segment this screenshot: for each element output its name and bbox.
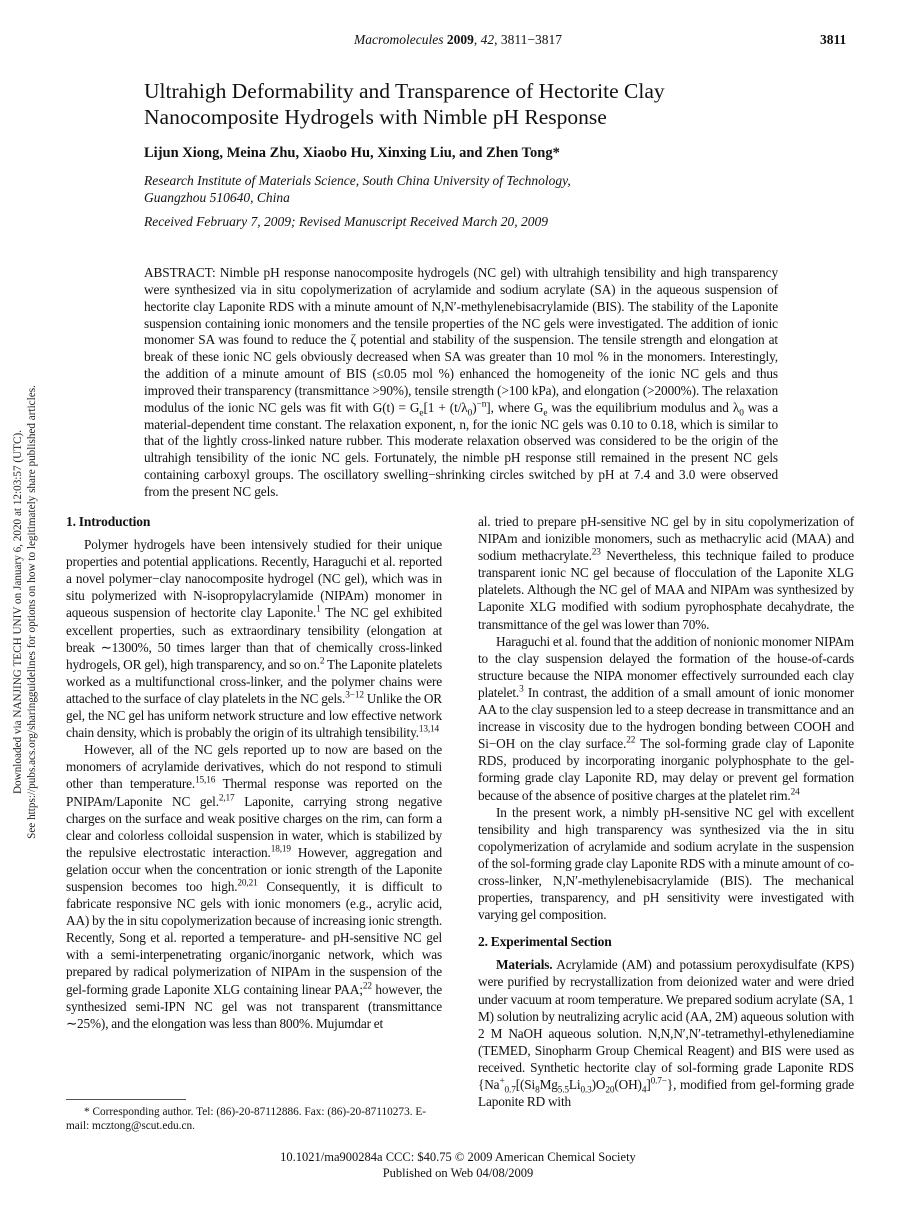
superscript: 24 [790,787,800,798]
download-notice-line: See https://pubs.acs.org/sharingguidelines for options on how to legitimately share published articles. [26,385,38,839]
subscript: 0.7 [504,1085,516,1096]
subscript: 0 [739,408,744,419]
affiliation [144,172,571,206]
paragraph: Haraguchi et al. found that the addition of nonionic monomer NIPAm to the clay suspension delayed the formation of the house-of-cards structure because the NIPA monomer effectively surrounded each clay platelet.$^3$ In contrast, the addition of a small amount of ionic monomer AA to the clay suspension led to a steep decrease in transmittance and an increase in viscosity due to the hydrogen bonding between COOH and Si−OH on the clay surface.$^{22}$ The sol-forming grade clay of Laponite RDS, produced by incorporating inorganic polyphosphate to the gel-forming grade clay Laponite RD, may delay or prevent gel formation because of the absence of positive charges at the platelet rim.$^{24}$ [478,633,854,803]
runin-heading: Materials. [496,957,553,973]
journal-volume: 42 [480,32,495,47]
subscript: 0.3 [580,1085,592,1096]
journal-year: 2009 [446,32,474,47]
paragraph: Polymer hydrogels have been intensively studied for their unique properties and potential applications. Recently, Haraguchi et al. reported a novel polymer−clay nanocomposite hydrogel (NC gel), which was in situ polymerized with N-isopropylacrylamide (NIPAm) monomer in aqueous suspension of hectorite clay Laponite.$^1$ The NC gel exhibited excellent properties, such as extraordinary tensibility (elongation at break ∼1300%, 50 times larger than that of chemically cross-linked hydrogels, OR gel), high transparency, and so on.$^2$ The Laponite platelets worked as a multifunctional cross-linker, and the polymer chains were attached to the surface of clay platelets in the NC gels.$^{3-12}$ Unlike the OR gel, the NC gel has uniform network structure and low effective network chain density, which is probably the origin of its ultrahigh tensibility.$^{13,14}$ [66,537,442,741]
paragraph [478,956,854,1110]
superscript: 3−12 [345,690,364,701]
superscript: 23 [591,547,601,558]
superscript: 20,21 [237,878,258,889]
received-dates: Received February 7, 2009; Revised Manuscript Received March 20, 2009 [144,214,548,229]
subscript: 5.5 [557,1085,569,1096]
right-column [478,513,854,1110]
superscript: −n [476,399,487,410]
superscript: + [499,1076,505,1087]
superscript: 2,17 [218,793,235,804]
abstract: ABSTRACT: Nimble pH response nanocomposite hydrogels (NC gel) with ultrahigh tensibility and high transparency were synthesized via in situ copolymerization of acrylamide and sodium acrylate (SA) in the aqueous suspension of hectorite clay Laponite RDS with a minute amount of N,N′-methylenebisacrylamide (BIS). The stability of the Laponite suspension containing ionic monomers and the tensile properties of the NC gels were investigated. The addition of ionic monomer SA was found to reduce the ζ potential and stability of the suspension. The tensile strength and elongation at break of these ionic NC gels obviously decreased when SA was greater than 10 mol % in the monomers. Interestingly, the addition of a minute amount of BIS (≤0.05 mol %) enhanced the homogeneity of the ionic NC gels and thus improved their transparency (transmittance >90%), tensile strength (>100 kPa), and elongation (>2000%). The relaxation modulus of the ionic NC gels was fit with $G(t) = G_e[1 + (t/\lambda_0)^{-n}]$, where $G_e$ was the equilibrium modulus and $\lambda_0$ was a material-dependent time constant. The relaxation exponent, n, for the ionic NC gels was 0.10 to 0.18, which is similar to that of the lightly cross-linked nature rubber. This moderate relaxation observed was considered to be the origin of the ultrahigh tensibility of the ionic NC gels. Fortunately, the nimble pH response still remained in the present NC gels containing carboxyl groups. The oscillatory swelling−shrinking circles switched by pH at 7.4 and 3.0 were observed from the present NC gels. [144,265,778,499]
superscript: 2 [319,656,325,667]
section-heading-experimental: 2. Experimental Section [478,934,612,950]
subscript: 0 [467,408,473,419]
footnote-rule [66,1099,186,1100]
footer-doi: 10.1021/ma900284a CCC: $40.75 © 2009 American Chemical Society [280,1150,636,1164]
subscript: 8 [535,1085,540,1096]
superscript: 3 [519,684,524,695]
section-heading-introduction: 1. Introduction [66,514,151,529]
superscript: 15,16 [195,775,216,786]
affiliation-line: Guangzhou 510640, China [144,190,290,205]
footer-published: Published on Web 04/08/2009 [382,1166,534,1180]
paragraph: However, all of the NC gels reported up to now are based on the monomers of acrylamide derivatives, which do not respond to stimuli other than temperature.$^{15,16}$ Thermal response was reported on the PNIPAm/Laponite NC gel.$^{2,17}$ Laponite, carrying strong negative charges on the surface and weak positive charges on the rim, can form a clear and colorless colloidal suspension in water, which is stabilized by the repulsive electrostatic interaction.$^{18,19}$ However, aggregation and gelation occur when the concentration or ionic strength of the Laponite suspension becomes too high.$^{20,21}$ Consequently, it is difficult to fabricate responsive NC gels with ionic monomers (e.g., acrylic acid, AA) by the in situ copolymerization because of increasing ionic strength. Recently, Song et al. reported a temperature- and pH-sensitive NC gel with a semi-interpenetrating organic/inorganic network, which was prepared by radical polymerization of NIPAm in the suspension of the gel-forming grade Laponite XLG containing linear PAA;$^{22}$ however, the synthesized semi-IPN NC gel was not transparent (transmittance ∼25%), and the elongation was less than 800%. Mujumdar et [66,742,443,1031]
left-column [66,513,442,1032]
subscript: e [419,408,424,419]
superscript: 13,14 [418,724,440,735]
download-notice-line: Downloaded via NANJING TECH UNIV on January 6, 2020 at 12:03:57 (UTC). [12,429,24,795]
affiliation-line: Research Institute of Materials Science, South China University of Technology, [144,173,571,188]
article-title: Ultrahigh Deformability and Transparence of Hectorite Clay Nanocomposite Hydrogels with Nimble pH Response [144,79,665,129]
subscript: 20 [605,1085,615,1096]
superscript: 22 [362,981,372,992]
superscript: 18,19 [270,844,291,855]
superscript: 22 [626,735,636,746]
materials-text: Acrylamide (AM) and potassium peroxydisulfate (KPS) were purified by recrystallization from deionized water and were dried under vacuum at room temperature. We prepared sodium acrylate (SA, 1 M) solution by neutralizing acrylic acid (AA, 2M) aqueous solution with 2 M NaOH aqueous solution. N,N,N′,N′-tetramethyl-ethylenediamine (TEMED, Sinopharm Group Chemical Reagent) and BIS were used as received. Synthetic hectorite clay of sol-forming grade Laponite RDS $\{Na^+_{0.7}[(Si_8Mg_{5.5}Li_{0.3})O_{20}(OH)_4]^{0.7-}\}$, modified from gel-forming grade Laponite RD with [478,957,854,1110]
running-header: Macromolecules 2009, 42, 3811−3817 [354,32,562,47]
journal-name: Macromolecules [354,32,444,47]
footnote: * Corresponding author. Tel: (86)-20-87112886. Fax: (86)-20-87110273. E-mail: mcztong@scut.edu.cn. [66,1106,427,1132]
superscript: 0.7− [650,1076,667,1087]
author-list: Lijun Xiong, Meina Zhu, Xiaobo Hu, Xinxing Liu, and Zhen Tong* [144,145,560,161]
subscript: e [543,408,548,419]
download-notice [11,352,39,872]
paragraph: In the present work, a nimbly pH-sensitive NC gel with excellent tensibility and high transparency was synthesized via the in situ copolymerization of acrylamide and sodium acrylate in the suspension of the sol-forming grade clay Laponite RDS with a minute amount of co-cross-linker, N,N′-methylenebisacrylamide (BIS). The mechanical properties, transparency, and pH sensitivity were investigated with varying gel composition. [478,804,854,923]
superscript: 1 [316,605,321,616]
journal-pages: 3811−3817 [500,32,562,47]
page-number: 3811 [820,32,847,47]
paragraph: al. tried to prepare pH-sensitive NC gel by in situ copolymerization of NIPAm and ionizible monomers, such as methacrylic acid (MAA) and sodium methacrylate.$^{23}$ Nevertheless, this technique failed to produce transparent ionic NC gel because of flocculation of the Laponite XLG platelets. Although the NC gel of MAA and NIPAm was synthesized by Laponite XLG modified with sodium pyrophosphate decahydrate, the transmittance of the gel was lower than 70%. [478,514,854,632]
subscript: 4 [641,1085,647,1096]
